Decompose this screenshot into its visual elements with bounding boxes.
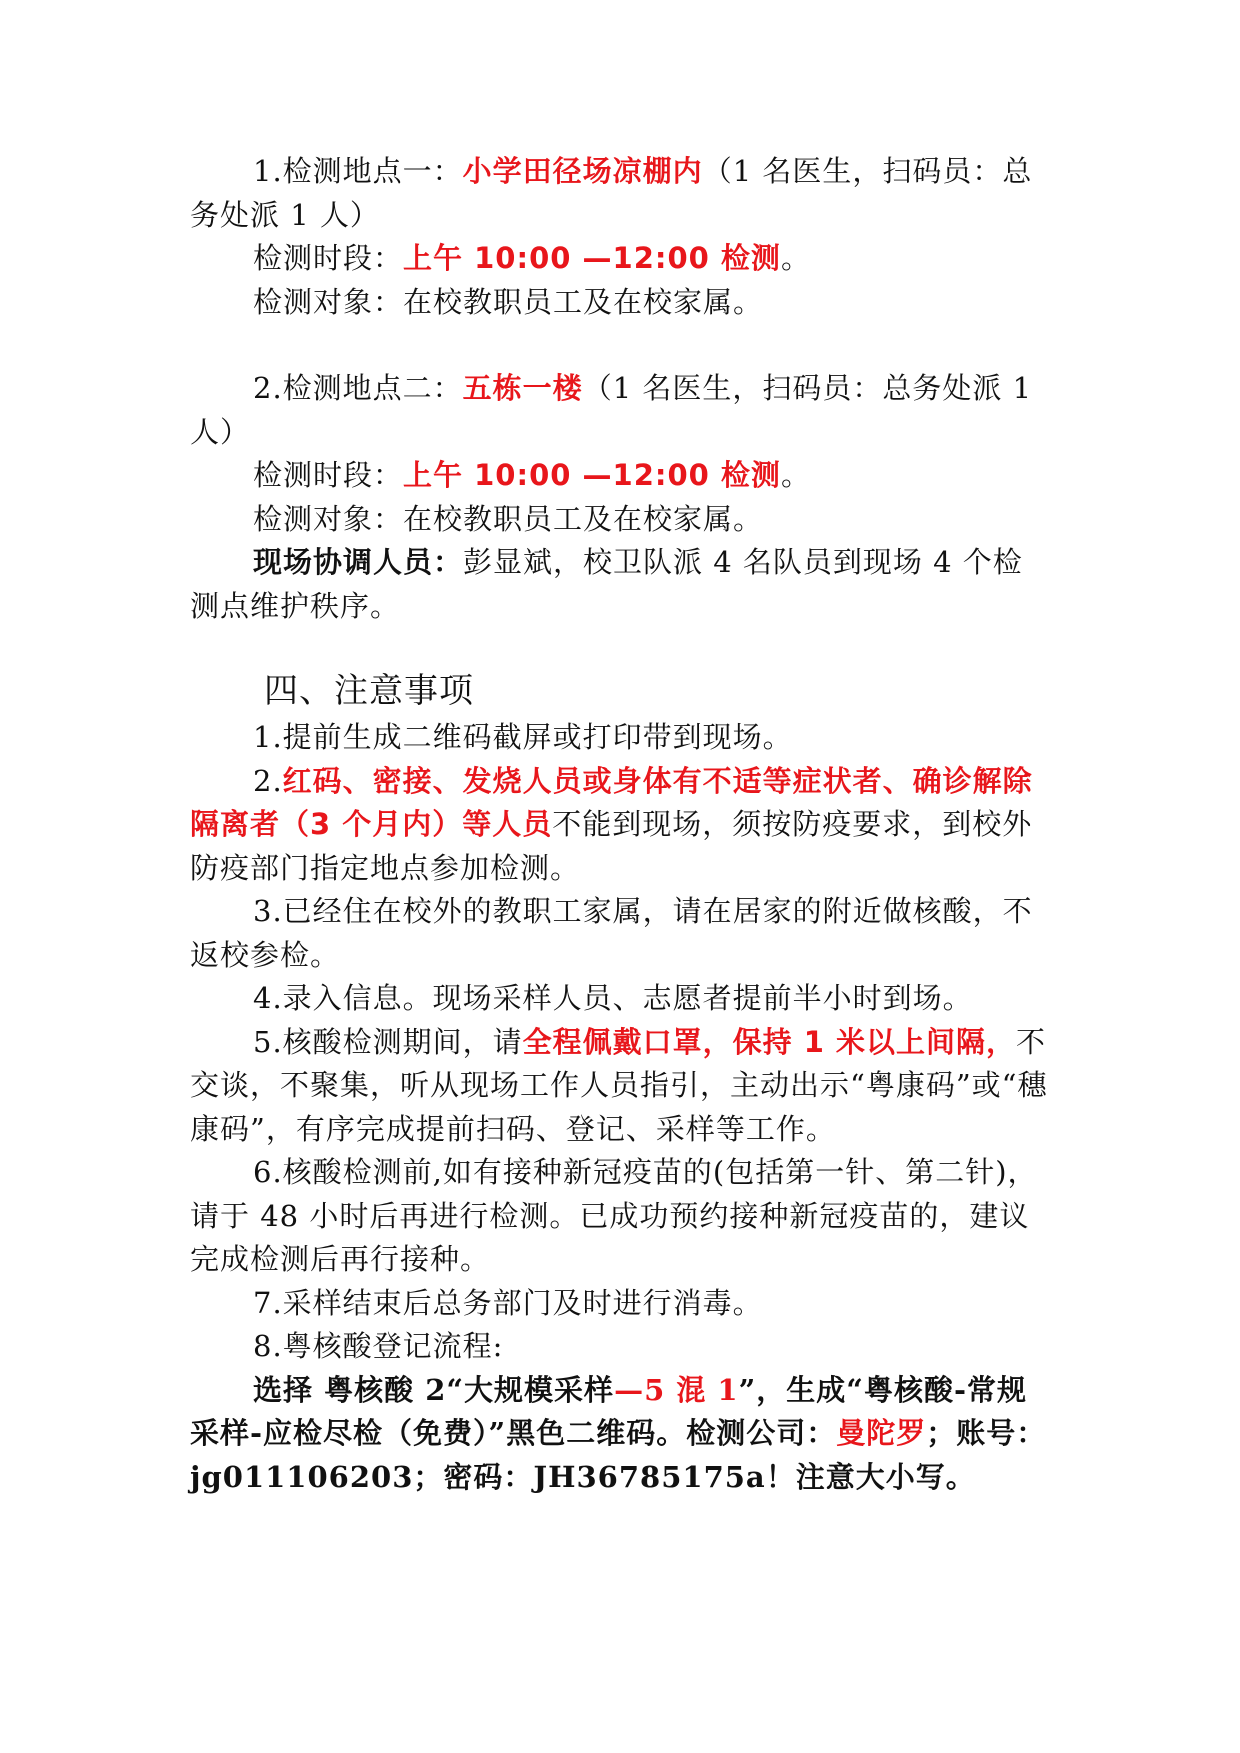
site1-location xyxy=(190,150,1052,237)
section-heading: 四、注意事项 xyxy=(264,671,474,711)
site2-time-label: 检测时段： xyxy=(253,458,404,492)
site2-target: 检测对象：在校教职员工及在校家属。 xyxy=(253,501,764,536)
steps-highlight-mix: —5 混 1 xyxy=(614,1372,739,1407)
note-1: 1.提前生成二维码截屏或打印带到现场。 xyxy=(253,720,793,754)
note-5 xyxy=(190,1021,1052,1152)
site2-time-end: 。 xyxy=(780,458,811,492)
note-2 xyxy=(190,760,1052,891)
note-7: 7.采样结束后总务部门及时进行消毒。 xyxy=(253,1285,763,1320)
note-4: 4.录入信息。现场采样人员、志愿者提前半小时到场。 xyxy=(253,981,973,1015)
note-2-number: 2. xyxy=(253,763,283,798)
site2-time xyxy=(190,454,1052,498)
note-8: 8.粤核酸登记流程: xyxy=(253,1329,504,1363)
site2-location xyxy=(190,367,1052,454)
spacer xyxy=(190,628,1052,658)
registration-steps xyxy=(190,1369,1052,1500)
site1-staff: （1 名医生，扫码员：总务处派 1 人） xyxy=(190,154,1033,232)
site2-place: 五栋一楼 xyxy=(462,371,583,405)
site1-time xyxy=(190,237,1052,281)
steps-account: ；账号：jg011106203；密码：JH36785175a！注意大小写。 xyxy=(190,1416,1047,1494)
site1-time-value: 上午 10:00 —12:00 检测 xyxy=(403,241,781,275)
site2-staff: （1 名医生，扫码员：总务处派 1 人） xyxy=(190,371,1033,449)
note-2-text: 不能到现场，须按防疫要求，到校外防疫部门指定地点参加检测。 xyxy=(190,807,1033,885)
note-3: 3.已经住在校外的教职工家属，请在居家的附近做核酸，不返校参检。 xyxy=(190,894,1033,972)
document-body xyxy=(190,150,1052,1499)
note-5-lead: 5.核酸检测期间，请 xyxy=(253,1024,523,1059)
note-5-text: 不交谈，不聚集，听从现场工作人员指引，主动出示“粤康码”或“穗康码”，有序完成提前扫码、登记、采样等工作。 xyxy=(190,1024,1048,1146)
site1-place: 小学田径场凉棚内 xyxy=(462,154,703,188)
site1-time-label: 检测时段： xyxy=(253,241,404,275)
steps-text-a: 选择 粤核酸 2“大规模采样 xyxy=(253,1372,615,1407)
site1-label: 1.检测地点一： xyxy=(253,154,463,188)
coordinator-text: 彭显斌，校卫队派 4 名队员到现场 4 个检测点维护秩序。 xyxy=(190,545,1023,623)
steps-company: 曼陀罗 xyxy=(836,1416,927,1450)
coordinator-label: 现场协调人员： xyxy=(253,545,464,579)
spacer xyxy=(190,324,1052,367)
site1-time-end: 。 xyxy=(780,241,811,275)
steps-text-b: ”，生成“粤核酸-常规采样-应检尽检（免费）”黑色二维码。检测公司： xyxy=(190,1372,1028,1450)
site2-label: 2.检测地点二： xyxy=(253,371,463,405)
note-6: 6.核酸检测前,如有接种新冠疫苗的(包括第一针、第二针)，请于 48 小时后再进行检测。已成功预约接种新冠疫苗的，建议完成检测后再行接种。 xyxy=(190,1155,1038,1276)
site2-time-value: 上午 10:00 —12:00 检测 xyxy=(403,458,781,492)
site-coordinator xyxy=(190,541,1052,628)
site1-target: 检测对象：在校教职员工及在校家属。 xyxy=(253,284,764,319)
note-5-highlight: 全程佩戴口罩，保持 1 米以上间隔， xyxy=(522,1024,1017,1059)
note-2-highlight: 红码、密接、发烧人员或身体有不适等症状者、确诊解除隔离者（3 个月内）等人员 xyxy=(190,763,1033,841)
